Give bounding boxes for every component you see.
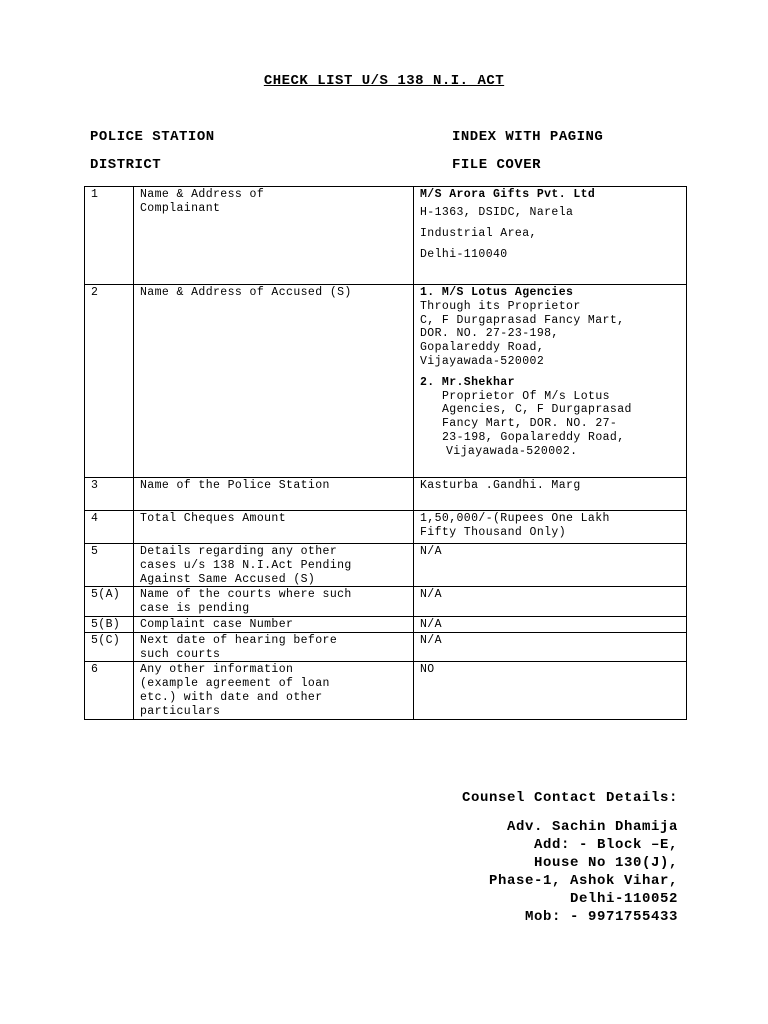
row-value <box>414 187 687 285</box>
row-value <box>414 285 687 478</box>
value-line: H-1363, DSIDC, Narela <box>420 206 574 219</box>
counsel-line: Phase-1, Ashok Vihar, <box>488 873 678 889</box>
table-row <box>85 187 687 285</box>
label-line: Name & Address of <box>140 188 265 201</box>
row-label: Name of the Police Station <box>134 478 414 511</box>
table-row <box>85 511 687 544</box>
table-row <box>85 285 687 478</box>
value-line: Fifty Thousand Only) <box>420 525 567 539</box>
district-heading: DISTRICT <box>90 157 162 173</box>
row-value: N/A <box>414 632 687 662</box>
row-label <box>134 587 414 617</box>
table-row <box>85 587 687 617</box>
row-label <box>134 187 414 285</box>
value-line: Agencies, C, F Durgaprasad <box>442 403 632 417</box>
counsel-line: Mob: - 9971755433 <box>524 909 678 925</box>
value-line: Proprietor Of M/s Lotus <box>442 389 610 403</box>
row-number: 6 <box>85 662 134 719</box>
row-number: 5 <box>85 544 134 587</box>
value-line: Industrial Area, <box>420 227 537 240</box>
value-line: Delhi-110040 <box>420 248 508 261</box>
value-line: 23-198, Gopalareddy Road, <box>442 430 625 444</box>
value-line: Vijayawada-520002. <box>446 444 578 458</box>
label-line: Against Same Accused (S) <box>140 572 316 586</box>
label-line: Any other information <box>140 663 294 677</box>
label-line: (example agreement of loan <box>140 677 330 691</box>
label-line: Next date of hearing before <box>140 633 338 647</box>
row-value: N/A <box>414 544 687 587</box>
table-row <box>85 478 687 511</box>
label-line: cases u/s 138 N.I.Act Pending <box>140 558 352 572</box>
counsel-heading: Counsel Contact Details: <box>461 790 678 806</box>
row-number: 3 <box>85 478 134 511</box>
counsel-line: Add: - Block –E, <box>533 837 678 853</box>
table-row <box>85 662 687 719</box>
label-line: etc.) with date and other <box>140 690 323 704</box>
row-value: N/A <box>414 616 687 632</box>
row-value <box>414 511 687 544</box>
row-number: 5(B) <box>85 616 134 632</box>
row-label <box>134 544 414 587</box>
index-heading: INDEX WITH PAGING <box>452 129 604 145</box>
counsel-line: Adv. Sachin Dhamija <box>506 819 678 835</box>
counsel-line: House No 130(J), <box>533 855 678 871</box>
document-title: CHECK LIST U/S 138 N.I. ACT <box>263 73 505 89</box>
row-value: Kasturba .Gandhi. Marg <box>414 478 687 511</box>
value-line: Fancy Mart, DOR. NO. 27- <box>442 417 618 431</box>
counsel-contact-block <box>462 789 678 926</box>
value-line: Gopalareddy Road, <box>420 341 545 355</box>
label-line: Name of the courts where such <box>140 588 352 602</box>
value-line: Through its Proprietor <box>420 299 581 313</box>
accused-1-name: 1. M/S Lotus Agencies <box>420 286 574 299</box>
value-line: DOR. NO. 27-23-198, <box>420 327 559 341</box>
row-value: N/A <box>414 587 687 617</box>
police-station-heading: POLICE STATION <box>90 129 215 145</box>
label-line: particulars <box>140 704 221 718</box>
checklist-table <box>84 186 687 720</box>
value-line: Vijayawada-520002 <box>420 354 545 368</box>
row-label: Total Cheques Amount <box>134 511 414 544</box>
accused-2-name: 2. Mr.Shekhar <box>420 375 515 389</box>
row-number: 4 <box>85 511 134 544</box>
label-line: such courts <box>140 647 221 661</box>
row-number: 5(C) <box>85 632 134 662</box>
table-row <box>85 616 687 632</box>
table-row <box>85 632 687 662</box>
row-label: Complaint case Number <box>134 616 414 632</box>
label-line: case is pending <box>140 602 250 616</box>
counsel-line: Delhi-110052 <box>569 891 678 907</box>
table-row <box>85 544 687 587</box>
row-value: NO <box>414 662 687 719</box>
row-number: 1 <box>85 187 134 285</box>
row-label <box>134 662 414 719</box>
label-line: Complainant <box>140 201 221 215</box>
row-number: 5(A) <box>85 587 134 617</box>
value-line: C, F Durgaprasad Fancy Mart, <box>420 313 625 327</box>
row-label: Name & Address of Accused (S) <box>134 285 414 478</box>
row-label <box>134 632 414 662</box>
complainant-name: M/S Arora Gifts Pvt. Ltd <box>420 188 596 201</box>
file-cover-heading: FILE COVER <box>452 157 542 173</box>
label-line: Details regarding any other <box>140 545 338 558</box>
row-number: 2 <box>85 285 134 478</box>
value-line: 1,50,000/-(Rupees One Lakh <box>420 512 610 525</box>
